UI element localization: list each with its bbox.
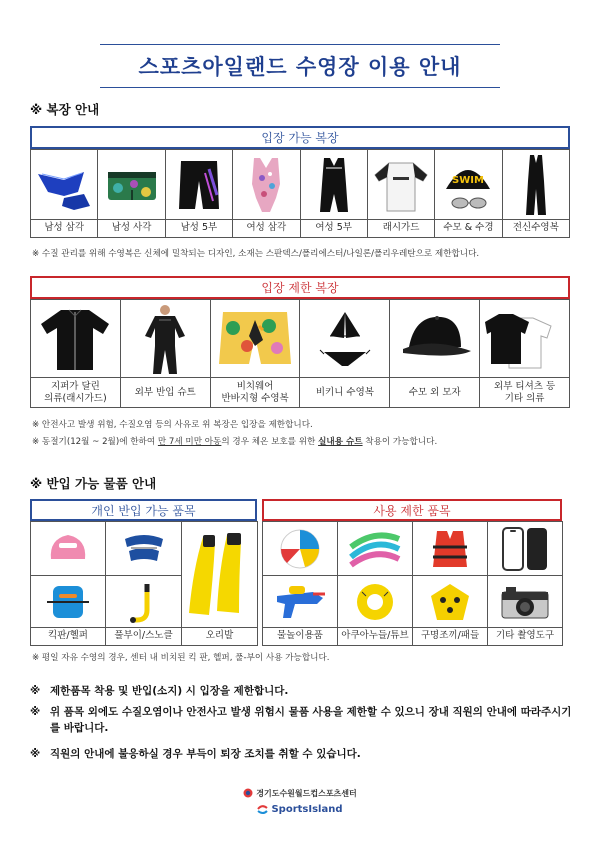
brand-emblem-icon <box>257 804 268 815</box>
restricted-item-label: 물놀이용품 <box>263 628 338 646</box>
allowed-dress-label: 남성 사각 <box>98 220 165 238</box>
restricted-item-label: 아쿠아누들/튜브 <box>338 628 413 646</box>
allowed-dress-title: 입장 가능 복장 <box>30 126 570 149</box>
rule-mark: ※ <box>30 706 41 718</box>
rule-1 <box>30 683 572 699</box>
restricted-items-title: 사용 제한 품목 <box>262 499 562 521</box>
restricted-item-label: 구명조끼/패들 <box>413 628 488 646</box>
paddle-image <box>413 576 488 628</box>
rule-mark: ※ <box>30 748 41 760</box>
org-emblem-icon <box>243 788 253 798</box>
male-brief-image <box>31 150 98 220</box>
allowed-dress-label: 남성 5부 <box>165 220 232 238</box>
rule-3 <box>30 746 572 762</box>
tshirt-image <box>480 300 570 378</box>
items-heading: ※ 반입 가능 물품 안내 <box>30 476 157 491</box>
swim-tube-image <box>338 576 413 628</box>
zipper-rashguard-image <box>31 300 121 378</box>
aquanoodle-image <box>338 522 413 576</box>
org-name <box>243 788 356 799</box>
allowed-items-table <box>30 521 258 646</box>
items-note: ※ 평일 자유 수영의 경우, 센터 내 비치된 킥 판, 헬퍼, 풀-부이 사용 가능합니다. <box>32 653 330 663</box>
brand-name <box>0 804 600 815</box>
restricted-dress-label: 지퍼가 달린 의류(래시가드) <box>31 378 121 408</box>
beachball-image <box>263 522 338 576</box>
org-name-text: 경기도수원월드컵스포츠센터 <box>256 788 357 798</box>
smartphone-image <box>488 522 563 576</box>
rashguard-image <box>367 150 434 220</box>
restricted-dress-label: 수모 외 모자 <box>390 378 480 408</box>
allowed-dress-label: 전신수영복 <box>502 220 569 238</box>
allowed-item-label: 킥판/헬퍼 <box>31 628 106 646</box>
allowed-items-title: 개인 반입 가능 품목 <box>30 499 257 521</box>
helper-blue-image <box>31 576 106 628</box>
rule-mark: ※ <box>30 685 41 697</box>
dress-note-winter: ※ 동절기(12월 ~ 2월)에 한하여 만 7세 미만 아동의 경우 체온 보호를 위한 실내용 슈트 착용이 가능합니다. <box>32 437 438 447</box>
rule-text: 직원의 안내에 불응하실 경우 부득이 퇴장 조치를 취할 수 있습니다. <box>50 748 361 760</box>
dress-note-material: ※ 수질 관리를 위해 수영복은 신체에 밀착되는 디자인, 소재는 스판덱스/폴리에스터/나일론/폴리우레탄으로 제한합니다. <box>32 249 480 259</box>
wetsuit-image <box>120 300 210 378</box>
rule-2 <box>30 704 572 737</box>
female-5part-image <box>300 150 367 220</box>
allowed-dress-label: 여성 5부 <box>300 220 367 238</box>
cap-hat-image <box>390 300 480 378</box>
beach-shorts-image <box>210 300 300 378</box>
rule-text: 위 품목 외에도 수질오염이나 안전사고 발생 위험시 물품 사용을 제한할 수 있으니 장내 직원의 안내에 따라주시기를 바랍니다. <box>50 706 572 735</box>
camera-image <box>488 576 563 628</box>
restricted-dress-label: 비키니 수영복 <box>300 378 390 408</box>
restricted-dress-label: 외부 티셔츠 등 기타 의류 <box>480 378 570 408</box>
allowed-item-label: 풀부이/스노클 <box>106 628 182 646</box>
restricted-dress-title: 입장 제한 복장 <box>30 276 570 299</box>
snorkel-image <box>106 576 182 628</box>
dress-heading: ※ 복장 안내 <box>30 102 100 117</box>
rule-text: 제한품목 착용 및 반입(소지) 시 입장을 제한합니다. <box>50 685 289 697</box>
bikini-image <box>300 300 390 378</box>
title-banner <box>100 44 500 88</box>
dress-note-safety: ※ 안전사고 발생 위험, 수질오염 등의 사유로 위 복장은 입장을 제한합니다. <box>32 420 313 430</box>
restricted-dress-label: 외부 반입 슈트 <box>120 378 210 408</box>
cap-goggles-image <box>435 150 502 220</box>
kickboard-pink-image <box>31 522 106 576</box>
lifejacket-image <box>413 522 488 576</box>
restricted-items-table <box>262 521 563 646</box>
fullbody-swimsuit-image <box>502 150 569 220</box>
watergun-image <box>263 576 338 628</box>
svg-text:SWIM: SWIM <box>452 174 485 186</box>
allowed-dress-label: 남성 삼각 <box>31 220 98 238</box>
allowed-dress-label: 수모 & 수경 <box>435 220 502 238</box>
allowed-item-label: 오리발 <box>182 628 258 646</box>
allowed-dress-label: 여성 삼각 <box>233 220 300 238</box>
male-trunk-image <box>98 150 165 220</box>
page-title: 스포츠아일랜드 수영장 이용 안내 <box>138 55 462 79</box>
restricted-item-label: 기타 촬영도구 <box>488 628 563 646</box>
restricted-dress-label: 비치웨어 반바지형 수영복 <box>210 378 300 408</box>
pullbuoy-image <box>106 522 182 576</box>
fins-image <box>182 522 258 628</box>
allowed-dress-table <box>30 149 570 238</box>
male-jammer-image <box>165 150 232 220</box>
brand-name-text: SportsIsland <box>271 804 343 815</box>
allowed-dress-label: 래시가드 <box>367 220 434 238</box>
restricted-dress-table <box>30 299 570 408</box>
female-swimsuit-image <box>233 150 300 220</box>
footer-logo <box>0 783 600 815</box>
